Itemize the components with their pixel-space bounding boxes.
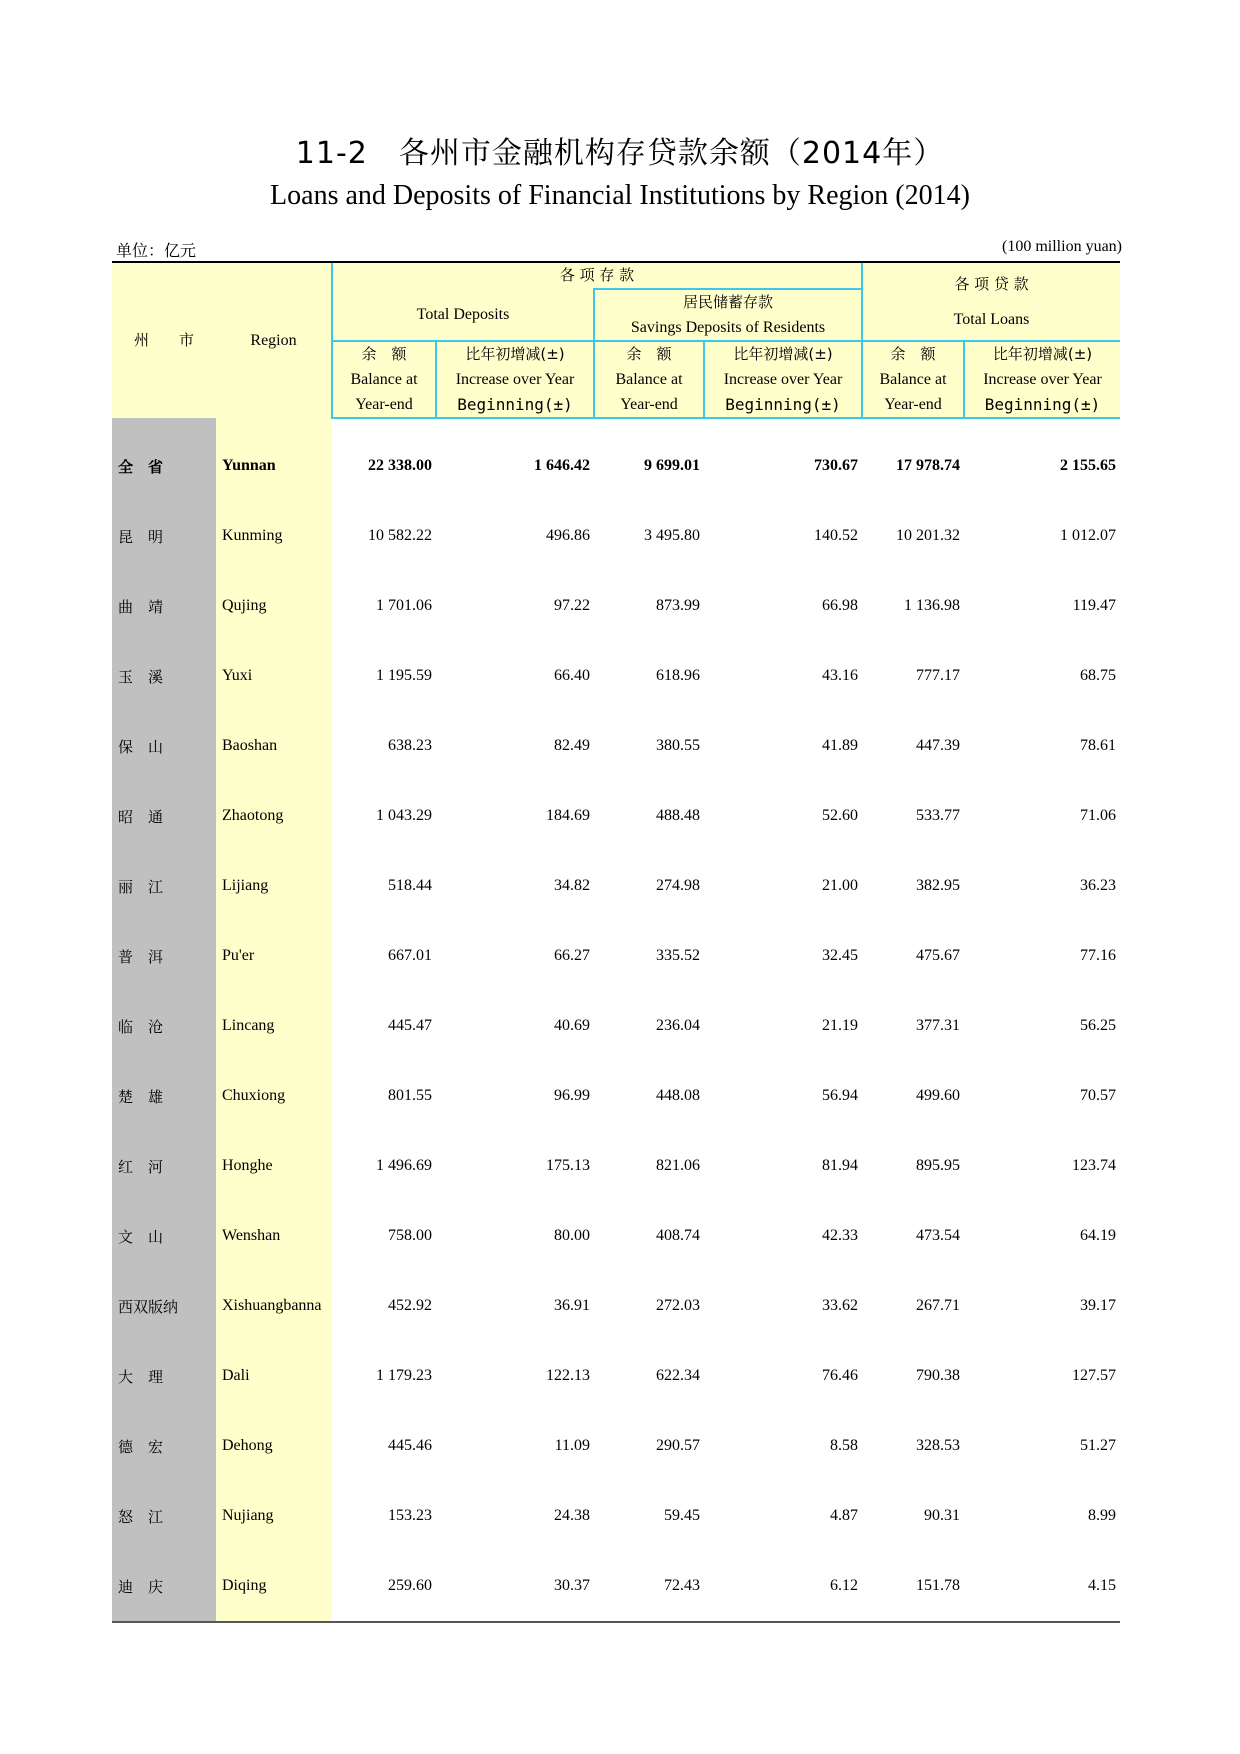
value-cell-l-inc: 1 012.07 bbox=[1060, 527, 1116, 544]
region-name-cn: 迪 庆 bbox=[112, 1551, 216, 1622]
header-increase-cn: 比年初增减(±) bbox=[465, 345, 565, 363]
value-cell-l-inc: 2 155.65 bbox=[1060, 457, 1116, 474]
header-loans-en: Total Loans bbox=[953, 310, 1030, 328]
region-name-en: Pu'er bbox=[216, 921, 332, 991]
value-cell-d-inc: 66.27 bbox=[554, 947, 590, 964]
table-row bbox=[112, 851, 1120, 921]
region-name-en: Chuxiong bbox=[216, 1061, 332, 1131]
value-cell-l-bal: 533.77 bbox=[916, 807, 960, 824]
value-cell-s-bal: 72.43 bbox=[594, 1551, 704, 1622]
value-cell-l-bal: 895.95 bbox=[916, 1157, 960, 1174]
header-balance-en2: Year-end bbox=[355, 396, 413, 413]
value-cell-l-bal: 377.31 bbox=[916, 1017, 960, 1034]
value-cell-l-bal: 382.95 bbox=[916, 877, 960, 894]
region-name-cn: 丽 江 bbox=[112, 851, 216, 921]
value-cell-s-bal: 236.04 bbox=[656, 1017, 700, 1034]
value-cell-l-inc: 71.06 bbox=[1080, 807, 1116, 824]
header-balance-cn: 余 额 bbox=[361, 345, 407, 363]
table-row bbox=[112, 431, 1120, 501]
value-cell-l-bal: 777.17 bbox=[916, 667, 960, 684]
header-increase-cn: 比年初增减(±) bbox=[733, 345, 833, 363]
value-cell-d-inc: 80.00 bbox=[554, 1227, 590, 1244]
value-cell-l-inc: 70.57 bbox=[1080, 1087, 1116, 1104]
value-cell-l-bal: 1 136.98 bbox=[904, 597, 960, 614]
region-name-cn: 大 理 bbox=[112, 1341, 216, 1411]
value-cell-d-inc: 1 646.42 bbox=[534, 457, 590, 474]
header-increase-en2: Beginning(±) bbox=[725, 395, 841, 414]
value-cell-s-inc: 4.87 bbox=[830, 1507, 858, 1524]
value-cell-l-inc: 77.16 bbox=[1080, 947, 1116, 964]
header-loans-cn: 各 项 贷 款 bbox=[954, 274, 1029, 293]
table-row bbox=[112, 781, 1120, 851]
region-name-en: Xishuangbanna bbox=[216, 1271, 332, 1341]
table-row bbox=[112, 571, 1120, 641]
table-row bbox=[112, 921, 1120, 991]
value-cell-d-inc: 96.99 bbox=[554, 1087, 590, 1104]
value-cell-d-bal: 445.46 bbox=[388, 1437, 432, 1454]
region-name-cn: 文 山 bbox=[112, 1201, 216, 1271]
value-cell-d-bal: 259.60 bbox=[332, 1551, 436, 1622]
value-cell-l-inc: 68.75 bbox=[1080, 667, 1116, 684]
header-increase-cn: 比年初增减(±) bbox=[992, 345, 1093, 363]
value-cell-l-bal: 17 978.74 bbox=[896, 457, 960, 474]
header-balance-en1: Balance at bbox=[350, 371, 418, 388]
value-cell-l-inc: 39.17 bbox=[1080, 1297, 1116, 1314]
value-cell-d-inc: 122.13 bbox=[546, 1367, 590, 1384]
value-cell-d-inc: 175.13 bbox=[546, 1157, 590, 1174]
value-cell-l-bal: 790.38 bbox=[916, 1367, 960, 1384]
value-cell-d-inc: 184.69 bbox=[546, 807, 590, 824]
region-name-cn: 红 河 bbox=[112, 1131, 216, 1201]
region-name-cn: 全 省 bbox=[112, 431, 216, 501]
region-name-en: Diqing bbox=[216, 1551, 332, 1622]
page-title-en: Loans and Deposits of Financial Institutions by Region (2014) bbox=[270, 180, 970, 211]
value-cell-d-bal: 758.00 bbox=[388, 1227, 432, 1244]
header-loans-balance bbox=[862, 341, 964, 418]
value-cell-s-inc: 43.16 bbox=[822, 667, 858, 684]
header-increase-en1: Increase over Year bbox=[455, 371, 575, 388]
unit-label-cn: 单位：亿元 bbox=[116, 241, 197, 260]
header-increase-en2: Beginning(±) bbox=[457, 395, 573, 414]
region-name-en: Qujing bbox=[216, 571, 332, 641]
header-savings-cn: 居民储蓄存款 bbox=[682, 293, 773, 311]
value-cell-l-bal: 473.54 bbox=[916, 1227, 960, 1244]
region-name-en: Wenshan bbox=[216, 1201, 332, 1271]
value-cell-l-inc: 4.15 bbox=[964, 1551, 1120, 1622]
value-cell-l-bal: 151.78 bbox=[862, 1551, 964, 1622]
header-region-en: Region bbox=[216, 262, 332, 418]
value-cell-d-bal: 1 496.69 bbox=[376, 1157, 432, 1174]
region-name-en: Yuxi bbox=[216, 641, 332, 711]
value-cell-l-inc: 8.99 bbox=[1088, 1507, 1116, 1524]
value-cell-d-bal: 1 195.59 bbox=[376, 667, 432, 684]
header-increase-en1: Increase over Year bbox=[983, 371, 1102, 388]
table-row bbox=[112, 1061, 1120, 1131]
region-name-cn: 西双版纳 bbox=[112, 1271, 216, 1341]
region-name-en: Dali bbox=[216, 1341, 332, 1411]
table-row bbox=[112, 991, 1120, 1061]
value-cell-l-inc: 123.74 bbox=[1072, 1157, 1116, 1174]
value-cell-d-bal: 518.44 bbox=[388, 877, 432, 894]
region-name-cn: 曲 靖 bbox=[112, 571, 216, 641]
unit-label-en: (100 million yuan) bbox=[1002, 238, 1122, 255]
value-cell-d-bal: 1 701.06 bbox=[376, 597, 432, 614]
header-balance-en2: Year-end bbox=[620, 396, 678, 413]
value-cell-d-inc: 97.22 bbox=[554, 597, 590, 614]
value-cell-s-inc: 33.62 bbox=[822, 1297, 858, 1314]
header-balance-en2: Year-end bbox=[884, 396, 942, 413]
region-name-cn: 怒 江 bbox=[112, 1481, 216, 1551]
page-title-cn: 11-2 各州市金融机构存贷款余额（2014年） bbox=[295, 136, 945, 171]
value-cell-l-inc: 36.23 bbox=[1080, 877, 1116, 894]
value-cell-s-inc: 66.98 bbox=[822, 597, 858, 614]
header-loans-increase bbox=[964, 341, 1120, 418]
value-cell-d-bal: 452.92 bbox=[388, 1297, 432, 1314]
table-row bbox=[112, 711, 1120, 781]
region-name-en: Zhaotong bbox=[216, 781, 332, 851]
value-cell-d-inc: 36.91 bbox=[554, 1297, 590, 1314]
table-spacer bbox=[112, 418, 1120, 431]
value-cell-d-bal: 10 582.22 bbox=[368, 527, 432, 544]
value-cell-l-inc: 78.61 bbox=[1080, 737, 1116, 754]
value-cell-l-bal: 447.39 bbox=[916, 737, 960, 754]
value-cell-d-inc: 24.38 bbox=[554, 1507, 590, 1524]
header-savings-group bbox=[594, 289, 862, 341]
value-cell-d-bal: 801.55 bbox=[388, 1087, 432, 1104]
value-cell-s-bal: 873.99 bbox=[656, 597, 700, 614]
value-cell-d-inc: 82.49 bbox=[554, 737, 590, 754]
header-savings-increase bbox=[704, 341, 862, 418]
header-balance-cn: 余 额 bbox=[626, 345, 672, 363]
value-cell-l-inc: 64.19 bbox=[1080, 1227, 1116, 1244]
value-cell-d-inc: 11.09 bbox=[554, 1437, 590, 1454]
table-row bbox=[112, 1271, 1120, 1341]
value-cell-s-inc: 140.52 bbox=[814, 527, 858, 544]
table-row bbox=[112, 1481, 1120, 1551]
table-row bbox=[112, 1341, 1120, 1411]
value-cell-l-bal: 328.53 bbox=[916, 1437, 960, 1454]
region-name-cn: 玉 溪 bbox=[112, 641, 216, 711]
value-cell-s-bal: 488.48 bbox=[656, 807, 700, 824]
value-cell-d-bal: 667.01 bbox=[388, 947, 432, 964]
header-increase-en2: Beginning(±) bbox=[984, 395, 1101, 414]
header-savings-en: Savings Deposits of Residents bbox=[630, 319, 826, 336]
value-cell-s-bal: 290.57 bbox=[656, 1437, 700, 1454]
value-cell-s-inc: 81.94 bbox=[822, 1157, 858, 1174]
value-cell-s-inc: 41.89 bbox=[822, 737, 858, 754]
value-cell-s-inc: 730.67 bbox=[814, 457, 858, 474]
value-cell-s-inc: 32.45 bbox=[822, 947, 858, 964]
value-cell-d-bal: 153.23 bbox=[388, 1507, 432, 1524]
region-name-en: Honghe bbox=[216, 1131, 332, 1201]
region-name-en: Kunming bbox=[216, 501, 332, 571]
table-row bbox=[112, 1551, 1120, 1622]
header-deposit-balance bbox=[332, 341, 436, 418]
table-row bbox=[112, 1131, 1120, 1201]
region-name-cn: 昆 明 bbox=[112, 501, 216, 571]
value-cell-d-bal: 638.23 bbox=[388, 737, 432, 754]
region-name-cn: 德 宏 bbox=[112, 1411, 216, 1481]
value-cell-d-inc: 40.69 bbox=[554, 1017, 590, 1034]
value-cell-s-bal: 335.52 bbox=[656, 947, 700, 964]
value-cell-s-inc: 21.00 bbox=[822, 877, 858, 894]
value-cell-l-bal: 90.31 bbox=[924, 1507, 960, 1524]
region-name-cn: 楚 雄 bbox=[112, 1061, 216, 1131]
value-cell-l-inc: 127.57 bbox=[1072, 1367, 1116, 1384]
value-cell-s-bal: 448.08 bbox=[656, 1087, 700, 1104]
region-name-en: Yunnan bbox=[216, 431, 332, 501]
value-cell-s-inc: 8.58 bbox=[830, 1437, 858, 1454]
header-deposits-en: Total Deposits bbox=[332, 289, 594, 341]
table-row bbox=[112, 1201, 1120, 1271]
region-name-cn: 普 洱 bbox=[112, 921, 216, 991]
header-balance-en1: Balance at bbox=[879, 371, 947, 388]
header-loans-group bbox=[862, 262, 1120, 341]
value-cell-d-bal: 22 338.00 bbox=[368, 457, 432, 474]
value-cell-s-bal: 274.98 bbox=[656, 877, 700, 894]
value-cell-l-bal: 475.67 bbox=[916, 947, 960, 964]
region-name-cn: 保 山 bbox=[112, 711, 216, 781]
value-cell-s-bal: 622.34 bbox=[656, 1367, 700, 1384]
region-name-en: Dehong bbox=[216, 1411, 332, 1481]
table-row bbox=[112, 641, 1120, 711]
value-cell-s-bal: 380.55 bbox=[656, 737, 700, 754]
region-name-en: Baoshan bbox=[216, 711, 332, 781]
header-deposit-increase bbox=[436, 341, 594, 418]
value-cell-d-inc: 34.82 bbox=[554, 877, 590, 894]
header-region-cn: 州 市 bbox=[112, 262, 216, 418]
value-cell-l-inc: 51.27 bbox=[1080, 1437, 1116, 1454]
value-cell-d-bal: 1 043.29 bbox=[376, 807, 432, 824]
value-cell-l-inc: 56.25 bbox=[1080, 1017, 1116, 1034]
value-cell-d-inc: 496.86 bbox=[546, 527, 590, 544]
value-cell-s-bal: 3 495.80 bbox=[644, 527, 700, 544]
header-balance-en1: Balance at bbox=[615, 371, 683, 388]
value-cell-s-inc: 52.60 bbox=[822, 807, 858, 824]
value-cell-l-bal: 499.60 bbox=[916, 1087, 960, 1104]
region-name-cn: 临 沧 bbox=[112, 991, 216, 1061]
value-cell-s-inc: 21.19 bbox=[822, 1017, 858, 1034]
header-savings-balance bbox=[594, 341, 704, 418]
value-cell-s-bal: 9 699.01 bbox=[644, 457, 700, 474]
value-cell-s-bal: 618.96 bbox=[656, 667, 700, 684]
value-cell-l-bal: 267.71 bbox=[916, 1297, 960, 1314]
region-name-cn: 昭 通 bbox=[112, 781, 216, 851]
header-increase-en1: Increase over Year bbox=[723, 371, 843, 388]
value-cell-s-bal: 59.45 bbox=[664, 1507, 700, 1524]
value-cell-s-inc: 6.12 bbox=[704, 1551, 862, 1622]
table-row bbox=[112, 1411, 1120, 1481]
value-cell-s-bal: 821.06 bbox=[656, 1157, 700, 1174]
value-cell-d-inc: 66.40 bbox=[554, 667, 590, 684]
value-cell-s-bal: 408.74 bbox=[656, 1227, 700, 1244]
header-balance-cn: 余 额 bbox=[890, 345, 936, 363]
header-deposits-cn: 各 项 存 款 bbox=[332, 262, 862, 289]
region-name-en: Lijiang bbox=[216, 851, 332, 921]
value-cell-s-inc: 42.33 bbox=[822, 1227, 858, 1244]
value-cell-l-inc: 119.47 bbox=[1072, 597, 1116, 614]
deposits-loans-table bbox=[112, 261, 1120, 1623]
region-name-en: Nujiang bbox=[216, 1481, 332, 1551]
value-cell-d-bal: 445.47 bbox=[388, 1017, 432, 1034]
value-cell-s-inc: 56.94 bbox=[822, 1087, 858, 1104]
region-name-en: Lincang bbox=[216, 991, 332, 1061]
value-cell-s-bal: 272.03 bbox=[656, 1297, 700, 1314]
value-cell-d-bal: 1 179.23 bbox=[376, 1367, 432, 1384]
value-cell-d-inc: 30.37 bbox=[436, 1551, 594, 1622]
value-cell-s-inc: 76.46 bbox=[822, 1367, 858, 1384]
table-row bbox=[112, 501, 1120, 571]
value-cell-l-bal: 10 201.32 bbox=[896, 527, 960, 544]
